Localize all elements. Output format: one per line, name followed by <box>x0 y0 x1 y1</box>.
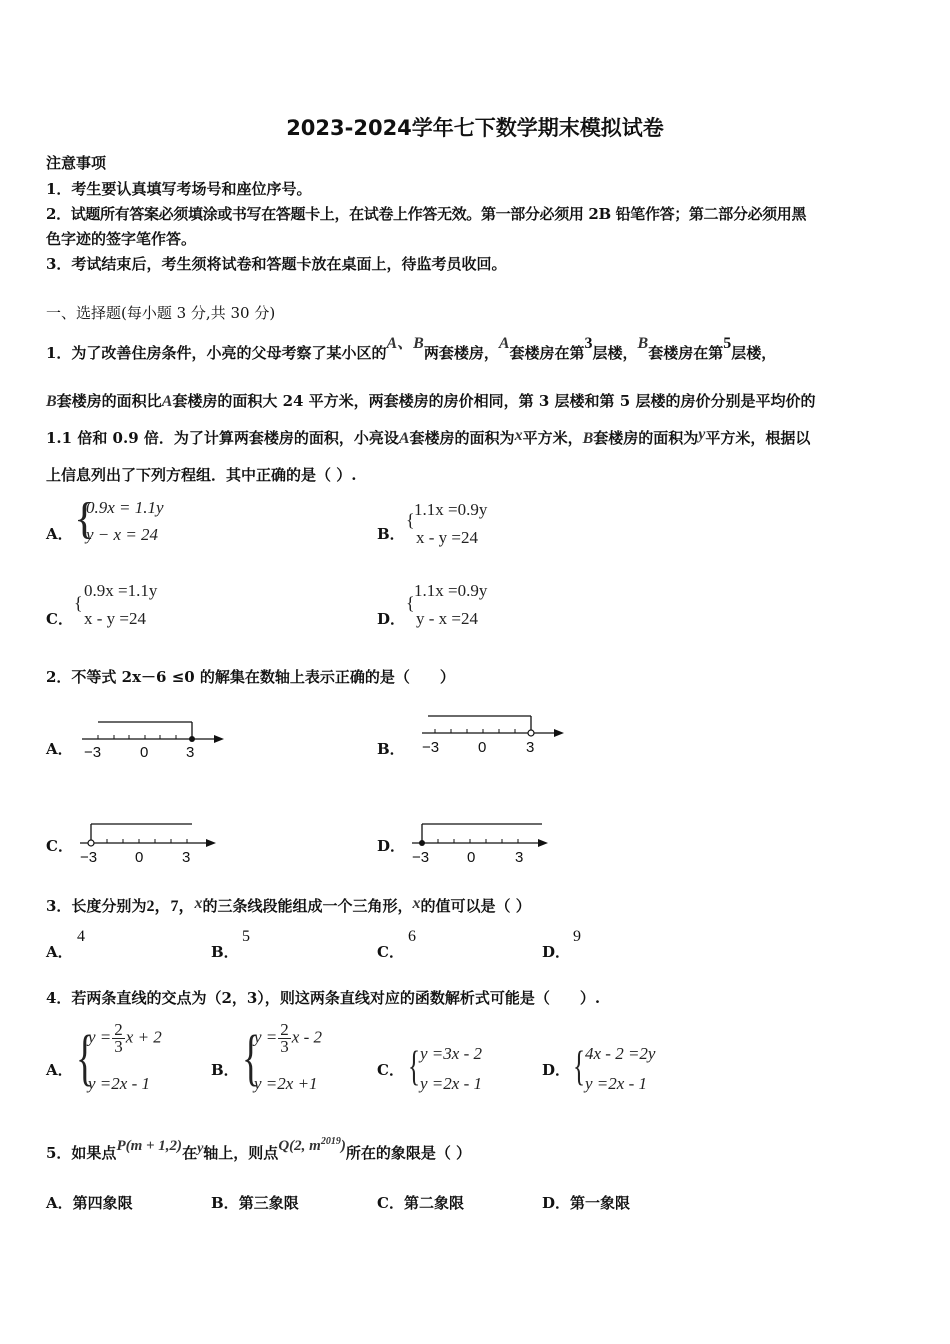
tick-label: 0 <box>467 849 476 866</box>
q3-option-c-value: 6 <box>408 928 416 945</box>
tick-label: −3 <box>422 739 440 756</box>
equation: 1.1x =0.9y <box>414 581 488 600</box>
q3-num: 2 <box>146 898 155 915</box>
q1-line4: 上信息列出了下列方程组．其中正确的是（ ）. <box>46 466 357 484</box>
q1-option-a-label[interactable]: A． <box>46 525 73 543</box>
q1-var: B <box>582 430 594 447</box>
q1-num: 3 <box>584 335 593 352</box>
notice-heading: 注意事项 <box>46 154 107 172</box>
q1-text: 套楼房在第 <box>648 344 724 362</box>
q3-var: x <box>412 895 421 912</box>
q3-option-d-value: 9 <box>573 928 581 945</box>
q3-sep: ， <box>154 898 171 915</box>
q1-text: 平方米，根据以 <box>705 429 811 447</box>
equation: y - x =24 <box>416 609 478 628</box>
q1-text: 1．为了改善住房条件，小亮的父母考察了某小区的 <box>46 344 387 362</box>
tick-label: −3 <box>412 849 430 866</box>
equation: 1.1x =0.9y <box>414 500 488 519</box>
q5-option-b[interactable] <box>211 1192 299 1213</box>
q3-option-a-value: 4 <box>77 928 85 945</box>
q1-var: y <box>698 426 706 443</box>
q4-option-d-label[interactable]: D． <box>542 1061 571 1079</box>
equation <box>88 1022 162 1055</box>
equation-part: x - 2 <box>291 1027 322 1047</box>
q1-text: 套楼房的面积为 <box>409 429 515 447</box>
q1-var: B <box>637 335 649 352</box>
tick-label: −3 <box>84 744 102 761</box>
option-value: 第三象限 <box>238 1194 299 1212</box>
tick-label: 3 <box>515 849 524 866</box>
q2-option-c-number-line <box>76 816 226 866</box>
tick-label: 0 <box>135 849 144 866</box>
q3-var: x <box>194 895 203 912</box>
tick-label: 3 <box>186 744 195 761</box>
q2-stem: 2．不等式 2x－6 ≤0 的解集在数轴上表示正确的是（ ） <box>46 668 455 686</box>
q5-text: 所在的象限是（ ） <box>345 1144 472 1162</box>
tick-label: −3 <box>80 849 98 866</box>
option-label: D． <box>542 1194 571 1212</box>
equation: y =2x +1 <box>254 1074 318 1093</box>
q1-var: A、B <box>386 335 424 352</box>
section-heading: 一、选择题(每小题 3 分,共 30 分) <box>46 304 276 322</box>
point-q-exponent: 2019 <box>320 1136 341 1147</box>
q4-option-b-label[interactable]: B． <box>211 1061 239 1079</box>
equation: y =3x - 2 <box>420 1044 482 1063</box>
equation: y =2x - 1 <box>88 1074 150 1093</box>
notice-item: 2．试题所有答案必须填涂或书写在答题卡上，在试卷上作答无效。第一部分必须用 2B 铅笔作答；第二部分必须用黑 <box>46 205 807 223</box>
notice-item: 3．考试结束后，考生须将试卷和答题卡放在桌面上，待监考员收回。 <box>46 255 507 273</box>
q5-var: y <box>197 1141 204 1156</box>
option-value: 第二象限 <box>403 1194 464 1212</box>
q5-text: 在 <box>182 1144 198 1162</box>
equation-part: y = <box>88 1027 112 1047</box>
q3-text: 的三条线段能组成一个三角形， <box>202 897 413 915</box>
q1-text: 两套楼房， <box>423 344 499 362</box>
fraction-numerator: 2 <box>114 1020 123 1039</box>
q3-option-d-label[interactable]: D． <box>542 943 571 961</box>
q4-stem: 4．若两条直线的交点为（2，3），则这两条直线对应的函数解析式可能是（ ）. <box>46 989 601 1007</box>
tick-label: 0 <box>140 744 149 761</box>
q1-option-c-label[interactable]: C． <box>46 610 73 628</box>
notice-item: 色字迹的签字笔作答。 <box>46 230 197 248</box>
equation: 0.9x = 1.1y <box>86 498 164 517</box>
tick-label: 3 <box>182 849 191 866</box>
fraction-denominator: 3 <box>114 1037 123 1056</box>
q5-stem <box>46 1136 472 1163</box>
q2-option-a-label[interactable]: A． <box>46 740 73 758</box>
q1-option-d-label[interactable]: D． <box>377 610 406 628</box>
q1-line2 <box>46 390 815 411</box>
q1-text: 平方米， <box>522 429 583 447</box>
point-q: Q(2, m <box>278 1138 321 1154</box>
option-value: 第一象限 <box>570 1194 631 1212</box>
q2-option-c-label[interactable]: C． <box>46 837 73 855</box>
equation: y =2x - 1 <box>585 1074 647 1093</box>
q1-var: A <box>398 430 410 447</box>
q2-option-b-number-line <box>418 706 568 756</box>
q2-option-d-number-line <box>408 816 558 866</box>
equation: 0.9x =1.1y <box>84 581 158 600</box>
q1-var: B <box>46 393 57 410</box>
q1-line1 <box>46 335 777 363</box>
q1-text: 套楼房在第 <box>509 344 585 362</box>
q1-text: 套楼房的面积为 <box>593 429 699 447</box>
q5-option-a[interactable] <box>46 1192 133 1213</box>
option-label: B． <box>211 1194 239 1212</box>
option-label: C． <box>377 1194 404 1212</box>
equation-part: x + 2 <box>125 1027 162 1047</box>
q4-option-c-label[interactable]: C． <box>377 1061 404 1079</box>
q1-line3 <box>46 427 810 448</box>
equation: y =2x - 1 <box>420 1074 482 1093</box>
q3-stem <box>46 893 531 916</box>
q3-option-c-label[interactable]: C． <box>377 943 404 961</box>
q1-text: 1.1 倍和 0.9 倍．为了计算两套楼房的面积，小亮设 <box>46 429 399 447</box>
equation <box>254 1022 322 1055</box>
q3-option-a-label[interactable]: A． <box>46 943 73 961</box>
point-p: P(m + 1,2) <box>116 1138 183 1154</box>
option-label: A． <box>46 1194 73 1212</box>
q3-option-b-label[interactable]: B． <box>211 943 239 961</box>
q1-text: 层楼， <box>731 344 777 362</box>
q5-option-c[interactable] <box>377 1192 464 1213</box>
q3-text: 的值可以是（ ） <box>420 897 531 915</box>
q5-text: 5．如果点 <box>46 1144 117 1162</box>
notice-item: 1．考生要认真填写考场号和座位序号。 <box>46 180 312 198</box>
equation: 4x - 2 =2y <box>585 1044 656 1063</box>
tick-label: 0 <box>478 739 487 756</box>
q2-option-b-label[interactable]: B． <box>377 740 405 758</box>
q1-var: A <box>161 393 173 410</box>
q1-text: 层楼， <box>592 344 638 362</box>
q2-option-a-number-line <box>78 712 228 762</box>
q3-num: 7 <box>170 898 179 915</box>
q1-var: A <box>498 335 510 352</box>
tick-label: 3 <box>526 739 535 756</box>
equation: y − x = 24 <box>86 525 159 544</box>
q3-sep: ， <box>178 898 195 915</box>
q1-option-b-label[interactable]: B． <box>377 525 405 543</box>
fraction-numerator: 2 <box>280 1020 289 1039</box>
q2-option-d-label[interactable]: D． <box>377 837 406 855</box>
q3-option-b-value: 5 <box>242 928 250 945</box>
option-value: 第四象限 <box>72 1194 133 1212</box>
q1-text: 套楼房的面积大 24 平方米，两套楼房的房价相同，第 3 层楼和第 5 层楼的房价分别是平均价的 <box>172 392 816 410</box>
q5-text: 轴上，则点 <box>203 1144 279 1162</box>
q1-var: x <box>514 427 523 444</box>
fraction-denominator: 3 <box>280 1037 289 1056</box>
page-title: 2023-2024学年七下数学期末模拟试卷 <box>286 116 664 140</box>
q4-option-a-label[interactable]: A． <box>46 1061 73 1079</box>
q1-num: 5 <box>723 335 732 352</box>
q1-text: 套楼房的面积比 <box>56 392 162 410</box>
equation: x - y =24 <box>416 528 478 547</box>
q5-option-d[interactable] <box>542 1192 630 1213</box>
point-q: ) <box>340 1138 346 1154</box>
equation-part: y = <box>254 1027 278 1047</box>
equation: x - y =24 <box>84 609 146 628</box>
q3-text: 3．长度分别为 <box>46 897 147 915</box>
